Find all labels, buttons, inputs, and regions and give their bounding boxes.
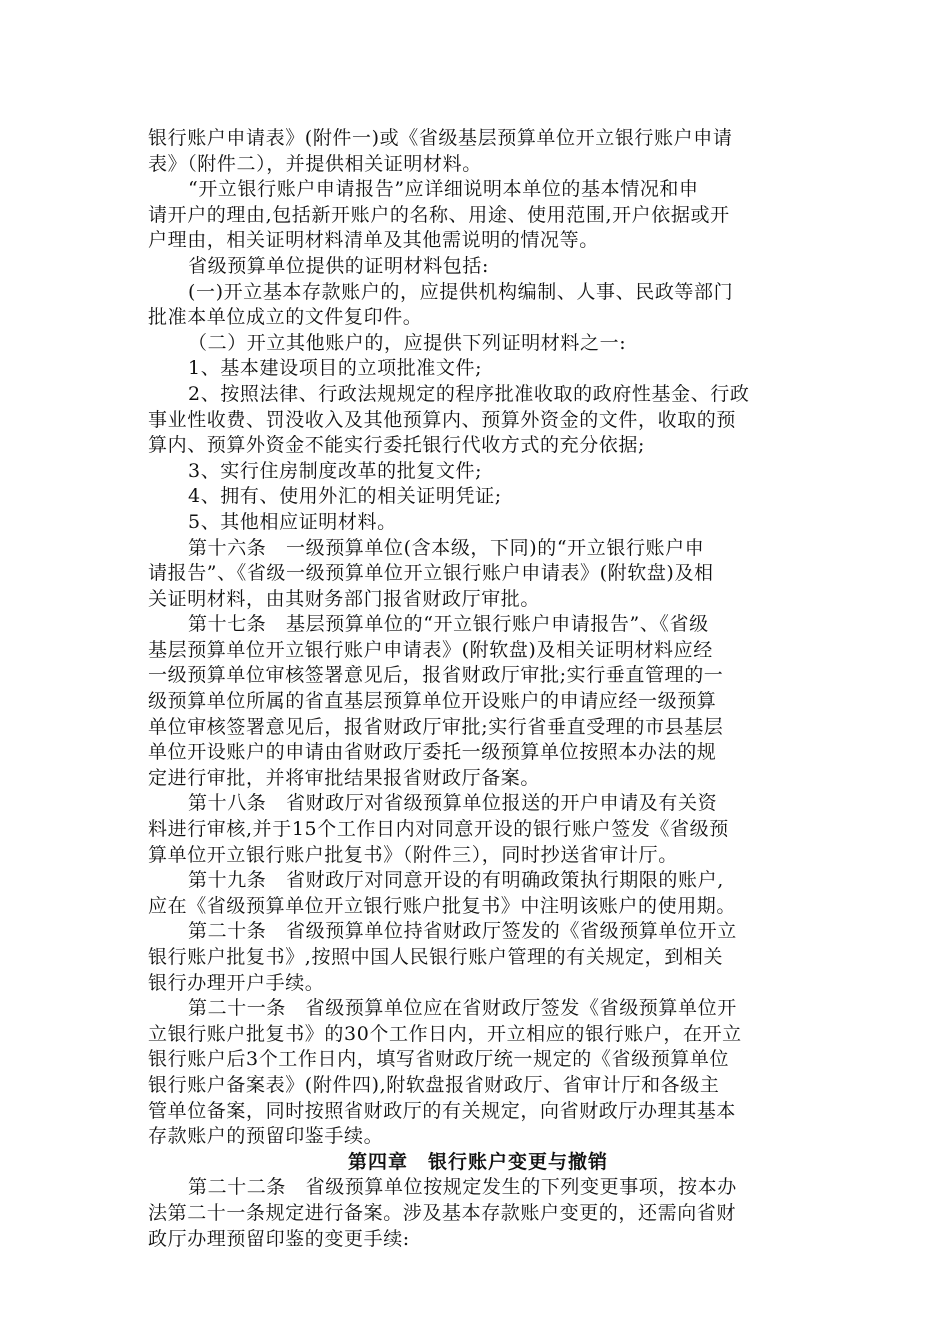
- text-line: 4、拥有、使用外汇的相关证明凭证;: [188, 485, 502, 508]
- text-line: 请报告”、《省级一级预算单位开立银行账户申请表》(附软盘)及相: [148, 562, 714, 585]
- text-line: （二）开立其他账户的，应提供下列证明材料之一:: [188, 331, 627, 354]
- text-line: 第十九条 省财政厅对同意开设的有明确政策执行期限的账户,: [188, 869, 724, 892]
- text-line: (一)开立基本存款账户的，应提供机构编制、人事、民政等部门: [188, 280, 734, 303]
- text-line: 银行账户后3个工作日内，填写省财政厅统一规定的《省级预算单位: [148, 1048, 730, 1071]
- text-line: 料进行审核,并于15个工作日内对同意开设的银行账户签发《省级预: [148, 818, 729, 841]
- text-line: 户理由，相关证明材料清单及其他需说明的情况等。: [148, 229, 599, 252]
- document-page: [148, 126, 808, 1252]
- text-line: 算内、预算外资金不能实行委托银行代收方式的充分依据;: [148, 434, 646, 457]
- text-line: 请开户的理由,包括新开账户的名称、用途、使用范围,开户依据或开: [148, 203, 730, 226]
- text-line: 政厅办理预留印鉴的变更手续:: [148, 1227, 410, 1250]
- text-line: 3、实行住房制度改革的批复文件;: [188, 459, 483, 482]
- text-line: 管单位备案，同时按照省财政厅的有关规定，向省财政厅办理其基本: [148, 1099, 737, 1122]
- text-line: 批准本单位成立的文件复印件。: [148, 306, 423, 329]
- text-line: 一级预算单位审核签署意见后，报省财政厅审批;实行垂直管理的一: [148, 664, 724, 687]
- text-line: 5、其他相应证明材料。: [188, 510, 397, 533]
- text-line: 第十八条 省财政厅对省级预算单位报送的开户申请及有关资: [188, 792, 718, 815]
- chapter-heading: 第四章 银行账户变更与撤销: [347, 1150, 608, 1173]
- text-line: 银行账户备案表》(附件四),附软盘报省财政厅、省审计厅和各级主: [148, 1073, 720, 1096]
- text-line: 单位开设账户的申请由省财政厅委托一级预算单位按照本办法的规: [148, 741, 717, 764]
- text-line: 基层预算单位开立银行账户申请表》(附软盘)及相关证明材料应经: [148, 638, 713, 661]
- text-line: 银行账户批复书》,按照中国人民银行账户管理的有关规定，到相关: [148, 946, 724, 968]
- text-line: 第二十二条 省级预算单位按规定发生的下列变更事项，按本办: [188, 1176, 737, 1199]
- text-line: 第十六条 一级预算单位(含本级，下同)的“开立银行账户申: [188, 536, 705, 559]
- text-line: 1、基本建设项目的立项批准文件;: [188, 357, 483, 380]
- text-line: 法第二十一条规定进行备案。涉及基本存款账户变更的，还需向省财: [148, 1201, 737, 1224]
- text-line: 第二十一条 省级预算单位应在省财政厅签发《省级预算单位开: [188, 997, 737, 1020]
- text-line: 应在《省级预算单位开立银行账户批复书》中注明该账户的使用期。: [148, 894, 737, 917]
- text-line: 事业性收费、罚没收入及其他预算内、预算外资金的文件，收取的预: [148, 408, 737, 431]
- text-line: 第二十条 省级预算单位持省财政厅签发的《省级预算单位开立: [188, 920, 737, 943]
- text-line: 银行账户申请表》(附件一)或《省级基层预算单位开立银行账户申请: [148, 127, 733, 149]
- text-line: 表》（附件二），并提供相关证明材料。: [148, 152, 482, 175]
- text-line: 级预算单位所属的省直基层预算单位开设账户的申请应经一级预算: [148, 690, 717, 713]
- text-line: 第十七条 基层预算单位的“开立银行账户申请报告”、《省级: [188, 613, 709, 636]
- text-line: 单位审核签署意见后，报省财政厅审批;实行省垂直受理的市县基层: [148, 715, 724, 738]
- text-line: 银行办理开户手续。: [148, 971, 325, 994]
- text-line: 立银行账户批复书》的30个工作日内，开立相应的银行账户，在开立: [148, 1022, 742, 1045]
- text-line: “开立银行账户申请报告”应详细说明本单位的基本情况和申: [188, 178, 699, 201]
- text-line: 关证明材料，由其财务部门报省财政厅审批。: [148, 587, 541, 610]
- text-line: 定进行审批，并将审批结果报省财政厅备案。: [148, 766, 541, 789]
- text-line: 2、按照法律、行政法规规定的程序批准收取的政府性基金、行政: [188, 382, 750, 405]
- text-line: 省级预算单位提供的证明材料包括:: [188, 254, 490, 277]
- text-line: 算单位开立银行账户批复书》（附件三），同时抄送省审计厅。: [148, 843, 678, 866]
- text-line: 存款账户的预留印鉴手续。: [148, 1125, 384, 1148]
